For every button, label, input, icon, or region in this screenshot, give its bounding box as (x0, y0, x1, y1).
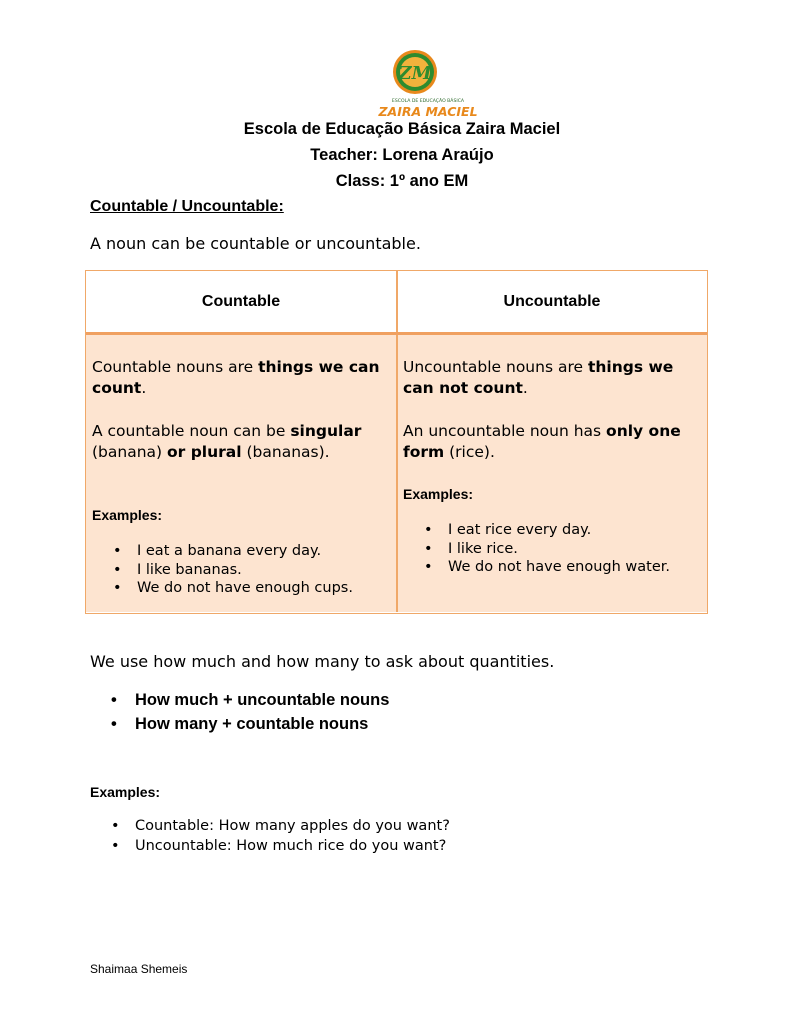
list-item: • I like rice. (403, 540, 670, 559)
uncountable-definition: Uncountable nouns are things we can not count. (403, 358, 674, 397)
list-item: • Uncountable: How much rice do you want? (90, 836, 450, 856)
header-uncountable: Uncountable (503, 293, 601, 310)
section-title: Countable / Uncountable: (90, 198, 284, 215)
list-item: • I eat rice every day. (403, 521, 670, 540)
school-logo (378, 48, 478, 120)
list-item: • Countable: How many apples do you want? (90, 816, 450, 836)
class-name: Class: 1º ano EM (335, 172, 469, 190)
list-item: • I like bananas. (92, 561, 353, 580)
school-name: Escola de Educação Básica Zaira Maciel (243, 120, 561, 138)
header-divider (396, 271, 398, 332)
list-item: • How many + countable nouns (90, 712, 389, 736)
usage-text: We use how much and how many to ask about quantities. (90, 652, 555, 671)
cell-uncountable (403, 335, 703, 612)
countable-forms: A countable noun can be singular (banana) or plural (bananas). (92, 422, 362, 461)
table-body (86, 335, 707, 612)
list-item: • We do not have enough water. (403, 558, 670, 577)
countable-examples-list (92, 542, 353, 598)
table-header (86, 271, 707, 335)
list-item: • I eat a banana every day. (92, 542, 353, 561)
uncountable-forms: An uncountable noun has only one form (rice). (403, 422, 681, 461)
list-item: • We do not have enough cups. (92, 579, 353, 598)
logo-name: ZAIRA MACIEL (378, 104, 478, 119)
logo-subtitle: ESCOLA DE EDUCAÇÃO BÁSICA (391, 99, 465, 104)
uncountable-examples-label: Examples: (403, 486, 474, 502)
examples-label: Examples: (90, 784, 161, 800)
rules-list (90, 688, 389, 736)
examples-list (90, 816, 450, 856)
header-countable: Countable (201, 293, 281, 310)
teacher-name: Teacher: Lorena Araújo (310, 146, 494, 164)
logo-monogram: ZM (398, 63, 432, 84)
countable-definition: Countable nouns are things we can count. (92, 358, 380, 397)
footer-author: Shaimaa Shemeis (90, 962, 188, 976)
countable-examples-label: Examples: (92, 507, 163, 523)
cell-countable (92, 335, 392, 612)
uncountable-examples-list (403, 521, 670, 577)
list-item: • How much + uncountable nouns (90, 688, 389, 712)
intro-text: A noun can be countable or uncountable. (90, 234, 421, 253)
comparison-table (85, 270, 708, 614)
body-divider (396, 335, 398, 612)
